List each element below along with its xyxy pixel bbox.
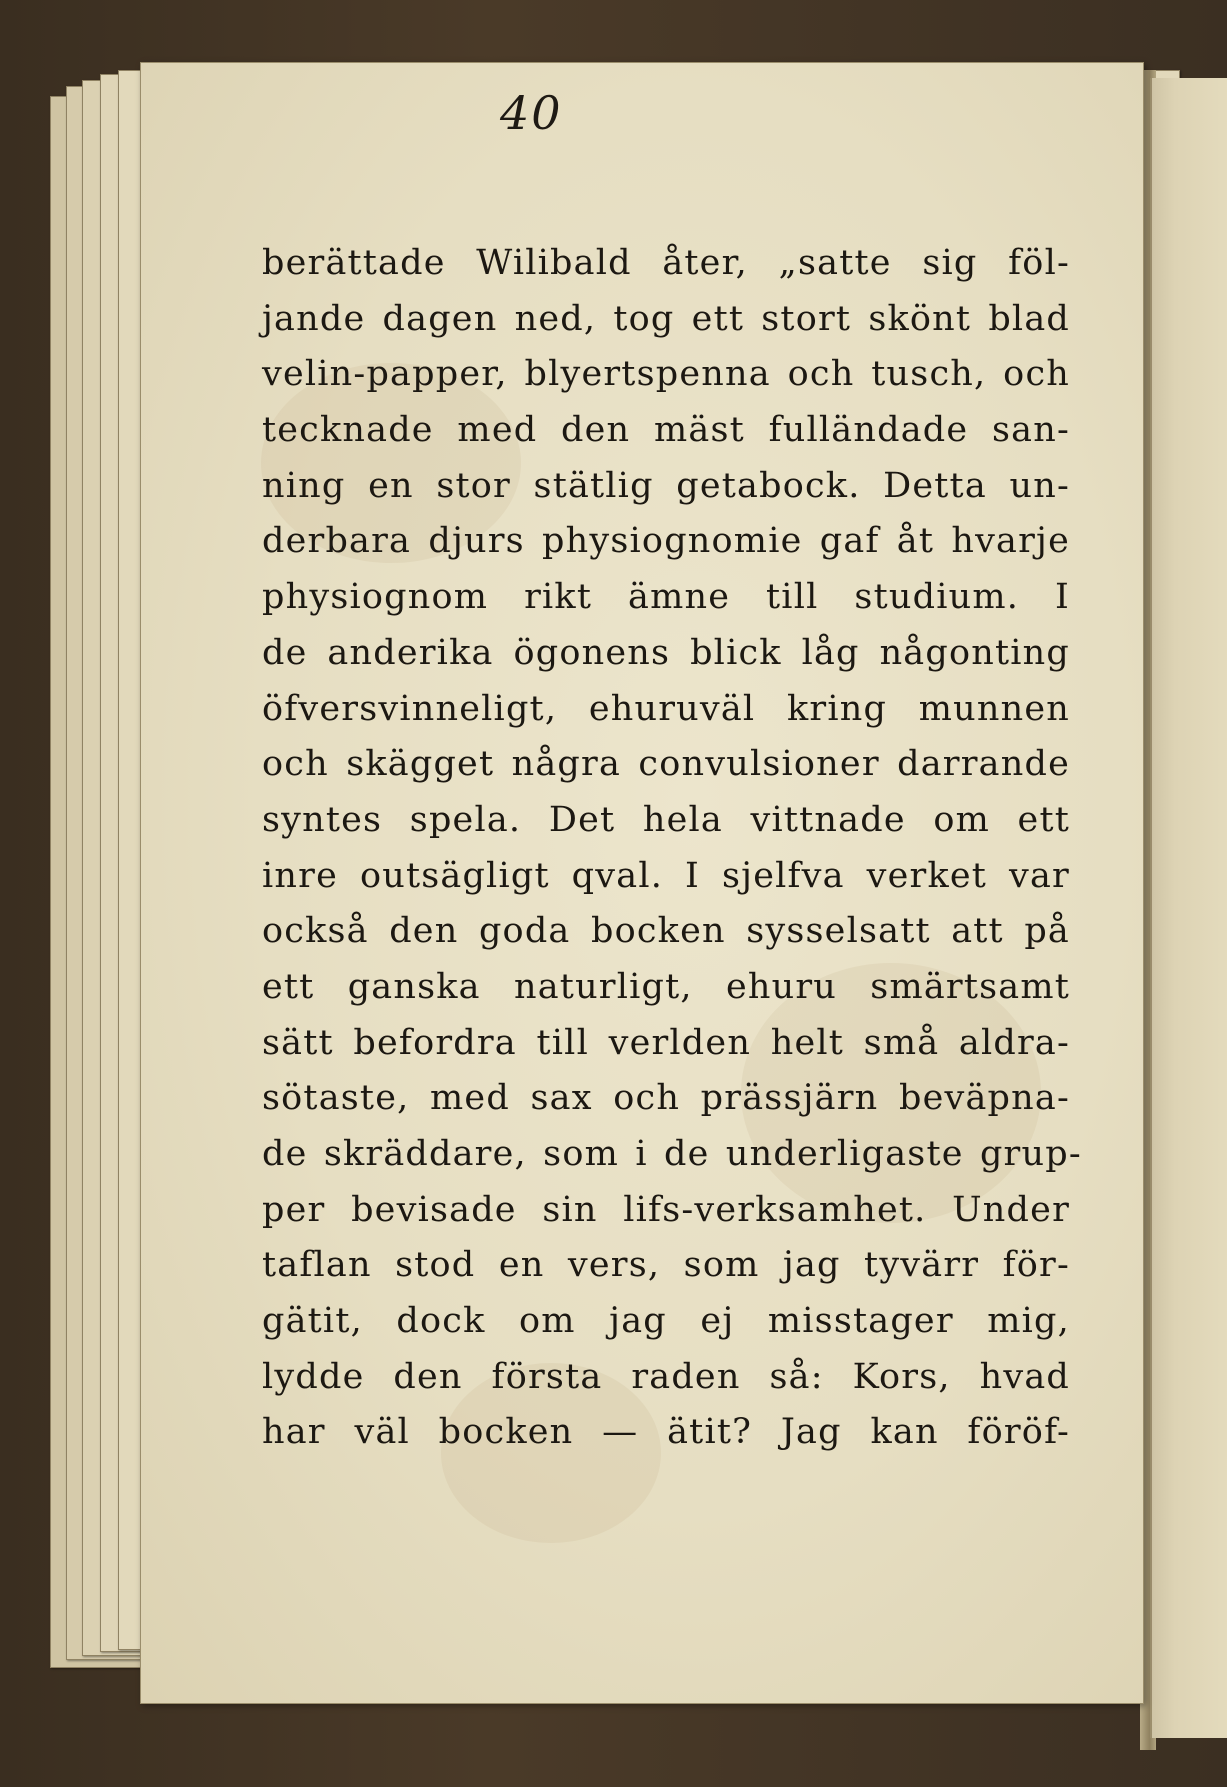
- text-line: berättade Wilibald åter, „satte sig föl-: [262, 243, 1070, 283]
- text-line: physiognom rikt ämne till studium. I: [262, 577, 1070, 618]
- text-line: velin-papper, blyertspenna och tusch, och: [262, 354, 1070, 395]
- text-line: sötaste, med sax och prässjärn beväpna-: [262, 1078, 1070, 1119]
- text-line: ning en stor stätlig getabock. Detta un-: [262, 465, 1070, 506]
- text-line: också den goda bocken sysselsatt att på: [262, 911, 1070, 952]
- body-text: [262, 236, 1082, 1461]
- page-number: 40: [500, 86, 563, 140]
- text-line: taflan stod en vers, som jag tyvärr för-: [262, 1245, 1070, 1286]
- text-line: har väl bocken — ätit? Jag kan föröf-: [262, 1412, 1070, 1453]
- text-line: tecknade med den mäst fulländade san-: [262, 410, 1070, 451]
- text-line: de skräddare, som i de underligaste grup-: [262, 1134, 1082, 1174]
- text-line: öfversvinneligt, ehuruväl kring munnen: [262, 688, 1070, 729]
- text-line: lydde den första raden så: Kors, hvad: [262, 1356, 1070, 1397]
- text-line: syntes spela. Det hela vittnade om ett: [262, 799, 1070, 840]
- text-line: jande dagen ned, tog ett stort skönt blad: [262, 298, 1070, 339]
- text-line: inre outsägligt qval. I sjelfva verket var: [262, 855, 1070, 896]
- text-line: de anderika ögonens blick låg någonting: [262, 632, 1070, 673]
- facing-page: [1150, 78, 1227, 1738]
- text-line: derbara djurs physiognomie gaf åt hvarje: [262, 521, 1070, 562]
- text-line: sätt befordra till verlden helt små aldra-: [262, 1022, 1070, 1063]
- text-line: och skägget några convulsioner darrande: [262, 744, 1070, 785]
- text-line: gätit, dock om jag ej misstager mig,: [262, 1301, 1070, 1342]
- text-line: per bevisade sin lifs-verksamhet. Under: [262, 1189, 1070, 1230]
- text-line: ett ganska naturligt, ehuru smärtsamt: [262, 966, 1070, 1007]
